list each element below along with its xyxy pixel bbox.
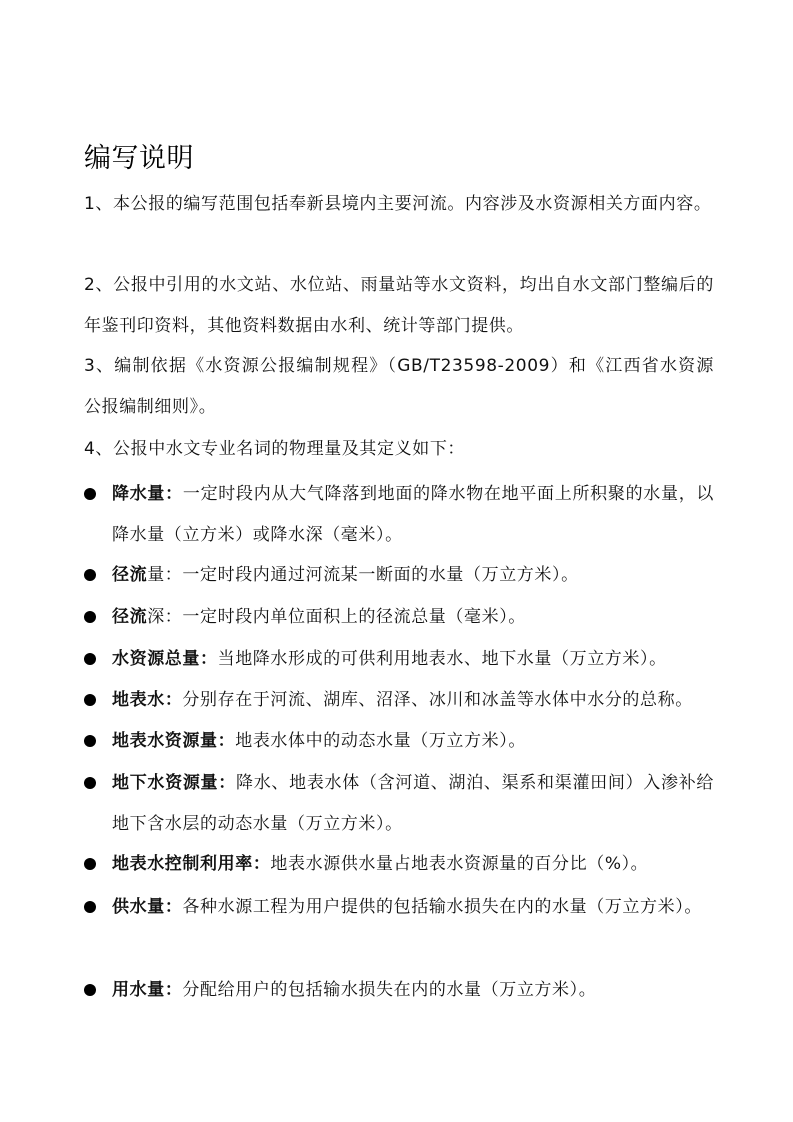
- paragraph-1: 1、本公报的编写范围包括奉新县境内主要河流。内容涉及水资源相关方面内容。: [84, 194, 712, 214]
- definition-separator: ：: [164, 980, 183, 1000]
- definition-text: 地表水体中的动态水量（万立方米）。: [235, 731, 526, 751]
- definition-term: 地表水: [112, 690, 165, 710]
- bullet-dot-icon: [84, 858, 96, 870]
- definition-text: 深：一定时段内单位面积上的径流总量（毫米）。: [147, 607, 526, 627]
- definition-separator: ：: [164, 690, 183, 710]
- bullet-dot-icon: [84, 653, 96, 665]
- definition-item: [84, 639, 714, 680]
- definition-item: [84, 474, 714, 556]
- definition-term: 降水量: [112, 484, 166, 504]
- definition-term: 地下水资源量: [112, 773, 219, 793]
- bullet-dot-icon: [84, 694, 96, 706]
- definition-separator: ：: [200, 649, 218, 669]
- definition-separator: ：: [218, 773, 236, 793]
- definition-text: 一定时段内从大气降落到地面的降水物在地平面上所积聚的水量，以降水量（立方米）或降水深（毫米）。: [112, 484, 715, 545]
- bullet-dot-icon: [84, 611, 96, 623]
- bullet-dot-icon: [84, 735, 96, 747]
- definition-item: [84, 721, 714, 762]
- definition-term: 水资源总量: [112, 649, 200, 669]
- definition-term: 径流: [112, 565, 148, 585]
- paragraph-2: 2、公报中引用的水文站、水位站、雨量站等水文资料，均出自水文部门整编后的年鉴刊印资料，其他资料数据由水利、统计等部门提供。: [84, 275, 714, 336]
- definition-text: 地表水源供水量占地表水资源量的百分比（%）。: [270, 854, 649, 874]
- definition-text: 当地降水形成的可供利用地表水、地下水量（万立方米）。: [217, 649, 667, 669]
- definition-text: 分配给用户的包括输水损失在内的水量（万立方米）。: [182, 980, 597, 1000]
- bullet-dot-icon: [84, 777, 96, 789]
- definition-separator: ：: [252, 854, 271, 874]
- page-title: 编写说明: [84, 143, 194, 174]
- paragraph-3: 3、编制依据《水资源公报编制规程》（GB/T23598-2009）和《江西省水资源公报编制细则》。: [84, 356, 714, 417]
- definition-term: 供水量: [112, 897, 165, 917]
- definition-term: 径流: [112, 607, 148, 627]
- definition-item: [84, 970, 714, 1011]
- definition-item: [84, 887, 714, 928]
- definition-text: 量：一定时段内通过河流某一断面的水量（万立方米）。: [147, 565, 579, 585]
- definition-separator: ：: [164, 897, 183, 917]
- definition-term: 用水量: [112, 980, 165, 1000]
- definition-item: [84, 597, 714, 638]
- definition-text: 分别存在于河流、湖库、沼泽、冰川和冰盖等水体中水分的总称。: [182, 690, 693, 710]
- bullet-dot-icon: [84, 984, 96, 996]
- definition-separator: ：: [165, 484, 183, 504]
- definition-item: [84, 763, 714, 845]
- paragraph-4: 4、公报中水文专业名词的物理量及其定义如下：: [84, 439, 466, 459]
- bullet-dot-icon: [84, 569, 96, 581]
- definition-item: [84, 844, 714, 885]
- definition-item: [84, 555, 714, 596]
- definition-term: 地表水控制利用率: [112, 854, 253, 874]
- bullet-dot-icon: [84, 901, 96, 913]
- definition-term: 地表水资源量: [112, 731, 218, 751]
- definition-item: [84, 680, 714, 721]
- bullet-dot-icon: [84, 488, 96, 500]
- definition-text: 降水、地表水体（含河道、湖泊、渠系和渠灌田间）入渗补给地下含水层的动态水量（万立方米）。: [112, 773, 715, 834]
- definition-separator: ：: [217, 731, 236, 751]
- definition-text: 各种水源工程为用户提供的包括输水损失在内的水量（万立方米）。: [182, 897, 702, 917]
